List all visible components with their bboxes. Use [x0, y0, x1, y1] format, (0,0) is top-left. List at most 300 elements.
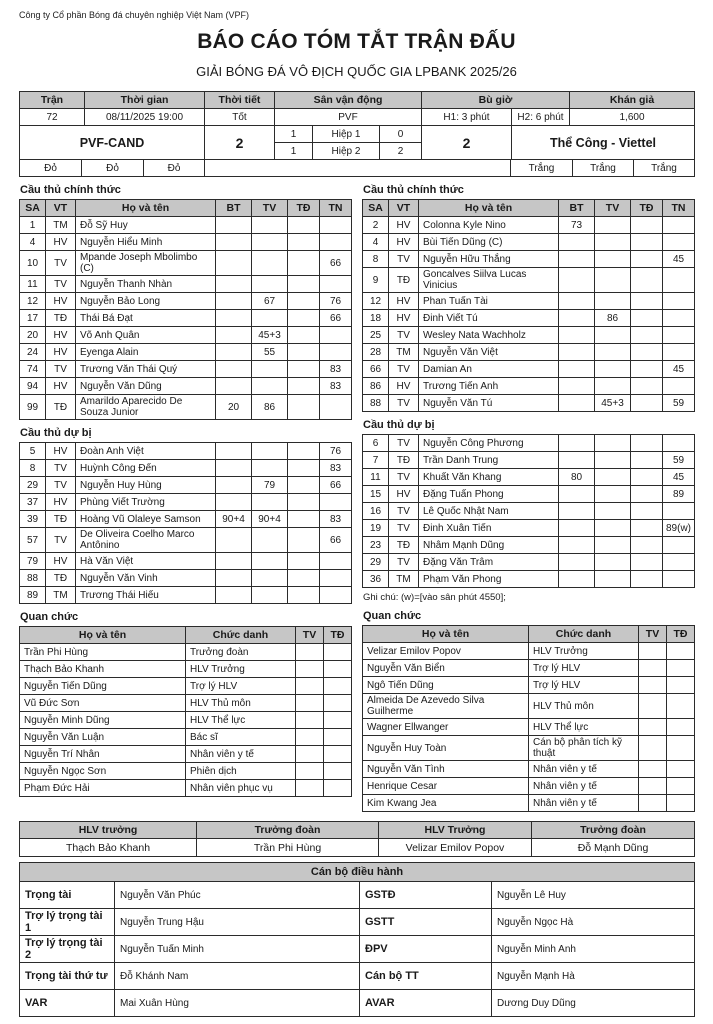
player-position: TV: [46, 460, 76, 477]
official-red: [667, 736, 695, 761]
player-goal-minute: [559, 293, 595, 310]
player-yellow-minute: [595, 327, 631, 344]
col-name: Họ và tên: [76, 200, 216, 217]
official-role: Cán bộ phân tích kỹ thuật: [529, 736, 639, 761]
away-subs-title: Cầu thủ dự bị: [363, 419, 435, 431]
official-header-row: [363, 626, 695, 643]
player-yellow-minute: [252, 378, 288, 395]
player-name: Bùi Tiến Dũng (C): [419, 234, 559, 251]
player-sub-minute: 76: [320, 443, 352, 460]
official-red: [667, 677, 695, 694]
player-goal-minute: [216, 460, 252, 477]
player-sub-minute: 83: [320, 361, 352, 378]
player-row: [363, 571, 695, 588]
official-red: [324, 678, 352, 695]
home-kit-color-2: Đỏ: [82, 160, 144, 177]
official-role: Nhân viên y tế: [529, 761, 639, 778]
player-number: 57: [20, 528, 46, 553]
staff-name-left: Nguyễn Tuấn Minh: [115, 936, 360, 963]
official-row: [363, 694, 695, 719]
player-goal-minute: [559, 251, 595, 268]
home-coach-name: Thạch Bảo Khanh: [20, 839, 197, 857]
official-yellow: [296, 695, 324, 712]
match-info-table: [19, 91, 695, 160]
official-role: Trưởng đoàn: [186, 644, 296, 661]
player-sub-minute: [663, 435, 695, 452]
attendance-value: 1,600: [570, 109, 695, 126]
player-name: Huỳnh Công Đến: [76, 460, 216, 477]
player-yellow-minute: [595, 344, 631, 361]
player-number: 9: [363, 268, 389, 293]
player-position: HV: [46, 344, 76, 361]
player-goal-minute: [216, 587, 252, 604]
player-red-minute: [631, 234, 663, 251]
player-yellow-minute: 86: [252, 395, 288, 420]
official-row: [20, 729, 352, 746]
player-name: Nguyễn Thanh Nhàn: [76, 276, 216, 293]
half2-home-goals: 1: [275, 143, 313, 160]
player-row: [363, 268, 695, 293]
official-red: [324, 644, 352, 661]
col-tn: TN: [663, 200, 695, 217]
player-row: [20, 327, 352, 344]
staff-name-right: Nguyễn Lê Huy: [492, 882, 695, 909]
player-red-minute: [288, 361, 320, 378]
player-red-minute: [288, 395, 320, 420]
player-position: HV: [389, 486, 419, 503]
player-number: 99: [20, 395, 46, 420]
player-name: Colonna Kyle Nino: [419, 217, 559, 234]
col-official-role: Chức danh: [529, 626, 639, 643]
player-sub-minute: [663, 293, 695, 310]
player-goal-minute: [216, 217, 252, 234]
player-row: [20, 443, 352, 460]
player-sub-minute: [320, 570, 352, 587]
player-yellow-minute: [595, 452, 631, 469]
player-goal-minute: [559, 344, 595, 361]
official-row: [363, 719, 695, 736]
player-red-minute: [288, 528, 320, 553]
player-position: TM: [389, 571, 419, 588]
col-tv: TV: [252, 200, 288, 217]
player-sub-minute: [663, 503, 695, 520]
official-red: [324, 695, 352, 712]
player-sub-minute: [320, 587, 352, 604]
player-row: [363, 520, 695, 537]
staff-name-left: Mai Xuân Hùng: [115, 990, 360, 1017]
away-manager-name: Đỗ Mạnh Dũng: [532, 839, 695, 857]
player-goal-minute: [559, 554, 595, 571]
player-number: 25: [363, 327, 389, 344]
player-sub-minute: [663, 268, 695, 293]
player-number: 79: [20, 553, 46, 570]
player-goal-minute: [216, 234, 252, 251]
player-position: HV: [389, 234, 419, 251]
player-name: Nguyễn Công Phương: [419, 435, 559, 452]
player-sub-minute: 83: [320, 460, 352, 477]
player-yellow-minute: [595, 503, 631, 520]
player-row: [20, 570, 352, 587]
player-red-minute: [288, 553, 320, 570]
player-goal-minute: [216, 494, 252, 511]
player-row: [363, 486, 695, 503]
player-position: TĐ: [389, 537, 419, 554]
player-yellow-minute: [595, 486, 631, 503]
player-red-minute: [631, 344, 663, 361]
player-row: [363, 554, 695, 571]
player-name: Damian An: [419, 361, 559, 378]
player-red-minute: [631, 452, 663, 469]
player-yellow-minute: [252, 494, 288, 511]
official-row: [20, 678, 352, 695]
official-name: Trần Phi Hùng: [20, 644, 186, 661]
player-yellow-minute: [252, 553, 288, 570]
weather-value: Tốt: [205, 109, 275, 126]
away-kit-color-1: Trắng: [511, 160, 573, 177]
player-row: [20, 395, 352, 420]
match-number: 72: [20, 109, 85, 126]
away-manager-label: Trưởng đoàn: [532, 822, 695, 839]
player-number: 15: [363, 486, 389, 503]
player-sub-minute: 45: [663, 469, 695, 486]
official-red: [667, 795, 695, 812]
staff-header: Cán bộ điều hành: [20, 863, 695, 882]
player-red-minute: [288, 378, 320, 395]
col-sa: SA: [363, 200, 389, 217]
player-number: 37: [20, 494, 46, 511]
player-goal-minute: [559, 361, 595, 378]
player-red-minute: [288, 234, 320, 251]
player-yellow-minute: [252, 528, 288, 553]
player-yellow-minute: [595, 268, 631, 293]
staff-role-left: Trợ lý trọng tài 1: [20, 909, 115, 936]
player-red-minute: [631, 293, 663, 310]
home-officials-title: Quan chức: [20, 611, 79, 623]
player-position: TV: [389, 469, 419, 486]
player-yellow-minute: [252, 443, 288, 460]
official-red: [324, 780, 352, 797]
player-goal-minute: [216, 477, 252, 494]
player-position: HV: [46, 327, 76, 344]
player-red-minute: [288, 587, 320, 604]
staff-name-right: Dương Duy Dũng: [492, 990, 695, 1017]
coaches-values-row: [20, 839, 695, 857]
player-position: HV: [389, 378, 419, 395]
player-sub-minute: [320, 327, 352, 344]
official-red: [324, 763, 352, 780]
player-yellow-minute: [252, 251, 288, 276]
player-name: Trương Tiến Anh: [419, 378, 559, 395]
player-goal-minute: [559, 435, 595, 452]
player-row: [363, 452, 695, 469]
player-position: TV: [46, 528, 76, 553]
player-red-minute: [631, 327, 663, 344]
official-role: Nhân viên y tế: [529, 778, 639, 795]
staff-name-right: Nguyễn Mạnh Hà: [492, 963, 695, 990]
player-number: 89: [20, 587, 46, 604]
col-official-tv: TV: [296, 627, 324, 644]
home-starters-title: Cầu thủ chính thức: [20, 184, 121, 196]
player-red-minute: [631, 571, 663, 588]
player-row: [20, 477, 352, 494]
official-role: Nhân viên y tế: [529, 795, 639, 812]
official-role: Trợ lý HLV: [186, 678, 296, 695]
player-yellow-minute: [595, 435, 631, 452]
official-yellow: [639, 761, 667, 778]
player-red-minute: [631, 537, 663, 554]
player-row: [363, 503, 695, 520]
away-officials-title: Quan chức: [363, 610, 422, 622]
player-number: 94: [20, 378, 46, 395]
col-official-name: Họ và tên: [20, 627, 186, 644]
player-number: 5: [20, 443, 46, 460]
player-number: 88: [363, 395, 389, 412]
league-subtitle: GIẢI BÓNG ĐÁ VÔ ĐỊCH QUỐC GIA LPBANK 2025/26: [196, 64, 517, 79]
player-position: TM: [46, 587, 76, 604]
player-number: 36: [363, 571, 389, 588]
official-name: Nguyễn Văn Luận: [20, 729, 186, 746]
player-goal-minute: [216, 528, 252, 553]
player-position: TV: [389, 435, 419, 452]
player-name: Lê Quốc Nhật Nam: [419, 503, 559, 520]
staff-role-left: Trọng tài: [20, 882, 115, 909]
half2-away-goals: 2: [380, 143, 422, 160]
official-row: [363, 761, 695, 778]
staff-role-left: Trọng tài thứ tư: [20, 963, 115, 990]
player-goal-minute: [216, 276, 252, 293]
official-role: Nhân viên phục vụ: [186, 780, 296, 797]
away-score: 2: [422, 126, 512, 160]
player-red-minute: [631, 435, 663, 452]
player-sub-minute: [320, 217, 352, 234]
col-official-tv: TV: [639, 626, 667, 643]
player-position: TM: [389, 344, 419, 361]
player-row: [363, 344, 695, 361]
player-position: TV: [389, 395, 419, 412]
header-weather: Thời tiết: [205, 92, 275, 109]
player-goal-minute: [216, 443, 252, 460]
official-row: [363, 677, 695, 694]
player-position: TV: [46, 251, 76, 276]
player-sub-minute: [663, 554, 695, 571]
staff-name-right: Nguyễn Minh Anh: [492, 936, 695, 963]
player-row: [20, 511, 352, 528]
player-red-minute: [288, 477, 320, 494]
player-row: [363, 310, 695, 327]
official-row: [20, 661, 352, 678]
official-row: [363, 795, 695, 812]
player-goal-minute: [216, 251, 252, 276]
half2-label: Hiệp 2: [313, 143, 380, 160]
official-name: Nguyễn Ngọc Sơn: [20, 763, 186, 780]
stadium-value: PVF: [275, 109, 422, 126]
player-goal-minute: [216, 344, 252, 361]
staff-role-right: ĐPV: [360, 936, 492, 963]
player-number: 11: [20, 276, 46, 293]
player-yellow-minute: [595, 571, 631, 588]
match-datetime: 08/11/2025 19:00: [85, 109, 205, 126]
away-subs-table: [362, 434, 695, 588]
player-goal-minute: [559, 395, 595, 412]
player-name: Khuất Văn Khang: [419, 469, 559, 486]
player-number: 66: [363, 361, 389, 378]
player-row: [20, 293, 352, 310]
official-name: Thạch Bảo Khanh: [20, 661, 186, 678]
player-number: 39: [20, 511, 46, 528]
official-name: Velizar Emilov Popov: [363, 643, 529, 660]
player-goal-minute: 20: [216, 395, 252, 420]
player-name: Goncalves Siilva Lucas Vinicius: [419, 268, 559, 293]
player-red-minute: [288, 460, 320, 477]
home-coach-label: HLV trưởng: [20, 822, 197, 839]
player-yellow-minute: [595, 251, 631, 268]
player-position: TV: [46, 276, 76, 293]
official-red: [324, 661, 352, 678]
official-yellow: [296, 763, 324, 780]
official-yellow: [639, 795, 667, 812]
player-number: 10: [20, 251, 46, 276]
player-sub-minute: 59: [663, 395, 695, 412]
col-bt: BT: [559, 200, 595, 217]
home-starters-table: [19, 199, 352, 420]
player-sub-minute: 83: [320, 511, 352, 528]
official-row: [363, 643, 695, 660]
report-title: BÁO CÁO TÓM TẮT TRẬN ĐẤU: [197, 30, 516, 53]
official-row: [363, 660, 695, 677]
player-yellow-minute: [252, 217, 288, 234]
player-row: [20, 460, 352, 477]
official-yellow: [296, 729, 324, 746]
player-yellow-minute: [595, 217, 631, 234]
player-name: Đỗ Sỹ Huy: [76, 217, 216, 234]
added-time-h1: H1: 3 phút: [422, 109, 512, 126]
match-info-values-row: [20, 109, 695, 126]
away-kit-color-2: Trắng: [573, 160, 634, 177]
staff-row: [20, 990, 695, 1017]
player-row: [20, 378, 352, 395]
col-tn: TN: [320, 200, 352, 217]
player-name: Đặng Tuấn Phong: [419, 486, 559, 503]
player-red-minute: [288, 511, 320, 528]
player-red-minute: [631, 378, 663, 395]
player-sub-minute: [320, 276, 352, 293]
player-position: HV: [46, 553, 76, 570]
player-name: Hoàng Vũ Olaleye Samson: [76, 511, 216, 528]
player-red-minute: [631, 395, 663, 412]
kit-colors-table: [19, 159, 695, 177]
player-yellow-minute: 90+4: [252, 511, 288, 528]
player-sub-minute: [320, 344, 352, 361]
col-td: TĐ: [288, 200, 320, 217]
player-name: De Oliveira Coelho Marco Antônino: [76, 528, 216, 553]
half1-label: Hiệp 1: [313, 126, 380, 143]
home-subs-table: [19, 442, 352, 604]
col-vt: VT: [46, 200, 76, 217]
player-row: [363, 469, 695, 486]
player-row: [20, 494, 352, 511]
col-official-td: TĐ: [667, 626, 695, 643]
player-name: Đinh Xuân Tiến: [419, 520, 559, 537]
player-number: 29: [20, 477, 46, 494]
col-bt: BT: [216, 200, 252, 217]
coaches-header-row: [20, 822, 695, 839]
player-name: Đinh Viết Tú: [419, 310, 559, 327]
player-name: Nguyễn Huy Hùng: [76, 477, 216, 494]
official-role: HLV Thủ môn: [186, 695, 296, 712]
player-sub-minute: [663, 327, 695, 344]
official-row: [20, 644, 352, 661]
official-row: [20, 695, 352, 712]
col-official-name: Họ và tên: [363, 626, 529, 643]
staff-role-right: GSTĐ: [360, 882, 492, 909]
official-yellow: [639, 778, 667, 795]
player-sub-minute: 89(w): [663, 520, 695, 537]
official-red: [667, 643, 695, 660]
official-row: [20, 763, 352, 780]
player-name: Nguyễn Bảo Long: [76, 293, 216, 310]
home-manager-label: Trưởng đoàn: [197, 822, 379, 839]
official-role: HLV Thủ môn: [529, 694, 639, 719]
player-position: TĐ: [46, 310, 76, 327]
player-red-minute: [631, 469, 663, 486]
player-name: Hà Văn Việt: [76, 553, 216, 570]
player-row: [20, 361, 352, 378]
player-number: 24: [20, 344, 46, 361]
official-name: Nguyễn Trí Nhân: [20, 746, 186, 763]
player-red-minute: [288, 217, 320, 234]
player-red-minute: [631, 486, 663, 503]
away-team-column: [362, 177, 694, 812]
player-name: Trương Thái Hiếu: [76, 587, 216, 604]
player-sub-minute: [663, 310, 695, 327]
col-official-td: TĐ: [324, 627, 352, 644]
player-red-minute: [288, 494, 320, 511]
player-red-minute: [631, 251, 663, 268]
player-number: 28: [363, 344, 389, 361]
player-position: TĐ: [389, 268, 419, 293]
player-red-minute: [288, 276, 320, 293]
player-position: TV: [389, 327, 419, 344]
home-officials-table: [19, 626, 352, 797]
player-sub-minute: 66: [320, 251, 352, 276]
official-yellow: [296, 712, 324, 729]
substitution-note: Ghi chú: (w)=[vào sân phút 4550];: [363, 592, 506, 603]
player-name: Nguyễn Văn Việt: [419, 344, 559, 361]
player-red-minute: [631, 310, 663, 327]
player-goal-minute: [559, 486, 595, 503]
player-name: Đoàn Anh Việt: [76, 443, 216, 460]
official-name: Ngô Tiến Dũng: [363, 677, 529, 694]
player-number: 12: [20, 293, 46, 310]
player-goal-minute: 90+4: [216, 511, 252, 528]
player-position: HV: [46, 494, 76, 511]
player-goal-minute: [559, 537, 595, 554]
official-role: HLV Trưởng: [529, 643, 639, 660]
header-stadium: Sân vận động: [275, 92, 422, 109]
player-red-minute: [631, 361, 663, 378]
player-red-minute: [631, 520, 663, 537]
player-row: [363, 395, 695, 412]
player-row: [363, 251, 695, 268]
player-row: [20, 251, 352, 276]
player-position: HV: [389, 293, 419, 310]
player-row: [20, 528, 352, 553]
official-role: Trợ lý HLV: [529, 660, 639, 677]
official-name: Henrique Cesar: [363, 778, 529, 795]
away-coach-name: Velizar Emilov Popov: [379, 839, 532, 857]
official-name: Nguyễn Văn Tình: [363, 761, 529, 778]
home-team-column: [19, 177, 351, 797]
